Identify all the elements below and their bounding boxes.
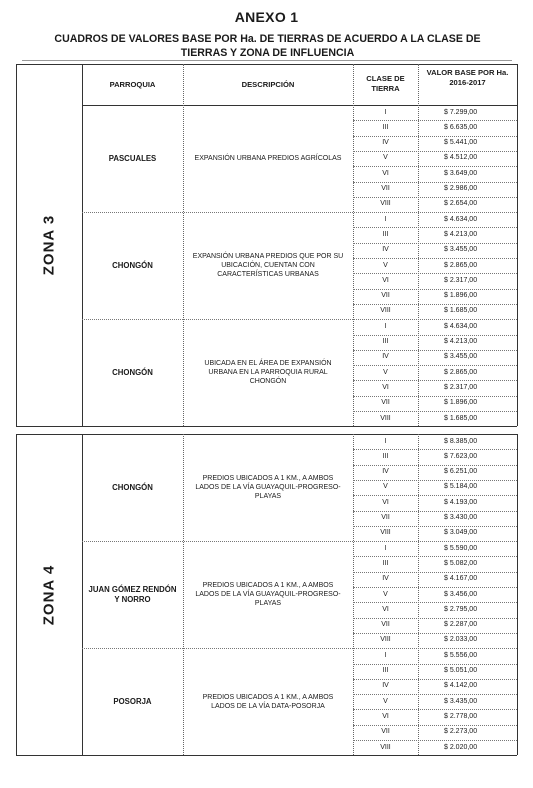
column-divider bbox=[418, 434, 419, 755]
document-title: ANEXO 1 bbox=[234, 9, 299, 25]
clase-cell: I bbox=[384, 544, 387, 552]
valor-cell: $ 2.778,00 bbox=[444, 712, 478, 720]
clase-cell: I bbox=[384, 322, 387, 330]
clase-cell: IV bbox=[382, 139, 389, 147]
clase-cell: VI bbox=[382, 605, 389, 613]
clase-cell: VIII bbox=[380, 414, 391, 422]
valor-cell: $ 2.020,00 bbox=[444, 743, 478, 751]
descripcion-cell: PREDIOS UBICADOS A 1 KM., A AMBOS LADOS DE LA VÍA GUAYAQUIL-PROGRESO-PLAYAS bbox=[195, 475, 341, 501]
clase-cell: I bbox=[384, 215, 387, 223]
valor-cell: $ 1.896,00 bbox=[444, 399, 478, 407]
valor-cell: $ 1.896,00 bbox=[444, 292, 478, 300]
valor-cell: $ 8.385,00 bbox=[444, 437, 478, 445]
clase-cell: VIII bbox=[380, 200, 391, 208]
zone-right-border bbox=[517, 434, 518, 755]
clase-cell: IV bbox=[382, 468, 389, 476]
clase-cell: VII bbox=[381, 185, 390, 192]
document-subtitle: CUADROS DE VALORES BASE POR Ha. DE TIERRAS DE ACUERDO A LA CLASE DE TIERRAS Y ZONA DE INFLUENCIA bbox=[54, 33, 481, 59]
parroquia-cell: PASCUALES bbox=[108, 153, 157, 163]
clase-cell: V bbox=[383, 697, 388, 705]
descripcion-cell: PREDIOS UBICADOS A 1 KM., A AMBOS LADOS DE LA VÍA DATA-POSORJA bbox=[202, 693, 334, 710]
clase-cell: VIII bbox=[380, 529, 391, 537]
descripcion-cell: EXPANSIÓN URBANA PREDIOS QUE POR SU UBICACIÓN, CUENTAN CON CARACTERÍSTICAS URBANAS bbox=[192, 253, 344, 279]
descripcion-cell: UBICADA EN EL ÁREA DE EXPANSIÓN URBANA EN LA PARROQUIA RURAL CHONGÓN bbox=[204, 360, 332, 386]
valor-cell: $ 5.051,00 bbox=[444, 667, 478, 674]
clase-cell: VI bbox=[382, 498, 389, 506]
clase-cell: VI bbox=[382, 383, 389, 391]
zone-right-border bbox=[517, 64, 518, 426]
valor-cell: $ 7.299,00 bbox=[444, 108, 478, 116]
valor-cell: $ 3.456,00 bbox=[444, 590, 478, 598]
valor-cell: $ 7.623,00 bbox=[444, 452, 478, 460]
clase-cell: IV bbox=[382, 575, 389, 583]
valor-cell: $ 1.685,00 bbox=[444, 414, 478, 422]
parroquia-cell: JUAN GÓMEZ RENDÓN Y NORRO bbox=[88, 584, 177, 604]
clase-cell: V bbox=[383, 483, 388, 491]
valor-cell: $ 6.251,00 bbox=[444, 468, 478, 476]
valor-cell: $ 4.512,00 bbox=[444, 154, 478, 162]
column-divider bbox=[183, 64, 184, 426]
zone-label-text: ZONA 4 bbox=[40, 564, 58, 625]
header-parroquia: PARROQUIA bbox=[109, 80, 156, 89]
clase-cell: VI bbox=[382, 169, 389, 177]
clase-cell: VI bbox=[382, 712, 389, 720]
zone-left-border bbox=[16, 64, 17, 426]
zone-column-divider bbox=[82, 64, 83, 426]
clase-cell: III bbox=[382, 338, 389, 345]
clase-cell: VIII bbox=[380, 307, 391, 315]
descripcion-cell: PREDIOS UBICADOS A 1 KM., A AMBOS LADOS DE LA VÍA GUAYAQUIL-PROGRESO-PLAYAS bbox=[195, 582, 341, 608]
valor-cell: $ 3.430,00 bbox=[444, 514, 478, 521]
zone4-top-border bbox=[16, 434, 517, 435]
valor-cell: $ 4.213,00 bbox=[444, 338, 478, 345]
valor-cell: $ 3.455,00 bbox=[444, 246, 478, 254]
clase-cell: VIII bbox=[380, 743, 391, 751]
clase-cell: IV bbox=[382, 353, 389, 361]
parroquia-cell: CHONGÓN bbox=[112, 482, 153, 492]
clase-cell: VIII bbox=[380, 636, 391, 644]
valor-cell: $ 2.865,00 bbox=[444, 261, 478, 269]
clase-cell: III bbox=[382, 452, 389, 460]
zone-label-text: ZONA 3 bbox=[40, 214, 58, 276]
descripcion-cell: EXPANSIÓN URBANA PREDIOS AGRÍCOLAS bbox=[194, 155, 342, 163]
clase-cell: VI bbox=[382, 276, 389, 284]
valor-cell: $ 5.590,00 bbox=[444, 544, 478, 552]
clase-cell: III bbox=[382, 123, 389, 131]
valor-cell: $ 2.654,00 bbox=[444, 200, 478, 208]
clase-cell: III bbox=[382, 230, 389, 238]
valor-cell: $ 2.273,00 bbox=[444, 728, 478, 736]
valor-cell: $ 5.441,00 bbox=[444, 139, 478, 147]
clase-cell: VII bbox=[381, 621, 390, 629]
valor-cell: $ 2.795,00 bbox=[444, 605, 478, 613]
column-divider bbox=[418, 64, 419, 426]
table-top-border bbox=[16, 64, 517, 65]
clase-cell: VII bbox=[381, 292, 390, 300]
valor-cell: $ 6.635,00 bbox=[444, 123, 478, 131]
header-descripcion: DESCRIPCIÓN bbox=[241, 80, 295, 89]
zone-left-border bbox=[16, 434, 17, 755]
clase-cell: IV bbox=[382, 246, 389, 254]
clase-cell: VII bbox=[381, 399, 390, 407]
column-divider bbox=[183, 434, 184, 755]
valor-cell: $ 3.649,00 bbox=[444, 169, 478, 177]
valor-cell: $ 4.634,00 bbox=[444, 322, 478, 330]
clase-cell: IV bbox=[382, 682, 389, 690]
valor-cell: $ 5.082,00 bbox=[444, 559, 478, 567]
clase-cell: V bbox=[383, 368, 388, 376]
clase-cell: III bbox=[382, 559, 389, 567]
zone3-bottom-border bbox=[16, 426, 517, 427]
valor-cell: $ 2.317,00 bbox=[444, 276, 478, 284]
valor-cell: $ 5.556,00 bbox=[444, 651, 478, 659]
valor-cell: $ 3.049,00 bbox=[444, 529, 478, 537]
title-rule bbox=[22, 60, 512, 61]
valor-cell: $ 3.435,00 bbox=[444, 697, 478, 705]
valor-cell: $ 3.455,00 bbox=[444, 353, 478, 361]
valor-cell: $ 4.142,00 bbox=[444, 682, 478, 690]
valor-cell: $ 2.317,00 bbox=[444, 383, 478, 391]
clase-cell: V bbox=[383, 590, 388, 598]
valor-cell: $ 2.033,00 bbox=[444, 636, 478, 644]
clase-cell: I bbox=[384, 437, 387, 445]
clase-cell: V bbox=[383, 261, 388, 269]
zone4-bottom-border bbox=[16, 755, 517, 756]
clase-cell: I bbox=[384, 651, 387, 659]
valor-cell: $ 2.986,00 bbox=[444, 185, 478, 192]
parroquia-cell: POSORJA bbox=[113, 696, 152, 706]
valor-cell: $ 2.865,00 bbox=[444, 368, 478, 376]
clase-cell: V bbox=[383, 154, 388, 162]
valor-cell: $ 2.287,00 bbox=[444, 621, 478, 629]
clase-cell: I bbox=[384, 108, 387, 116]
header-clase: CLASE DE TIERRA bbox=[366, 74, 405, 93]
clase-cell: VII bbox=[381, 514, 390, 521]
parroquia-cell: CHONGÓN bbox=[112, 367, 153, 377]
zone-column-divider bbox=[82, 434, 83, 755]
clase-cell: III bbox=[382, 667, 389, 674]
valor-cell: $ 4.634,00 bbox=[444, 215, 478, 223]
valor-cell: $ 4.213,00 bbox=[444, 230, 478, 238]
valor-cell: $ 4.193,00 bbox=[444, 498, 478, 506]
valor-cell: $ 4.167,00 bbox=[444, 575, 478, 583]
valor-cell: $ 1.685,00 bbox=[444, 307, 478, 315]
parroquia-cell: CHONGÓN bbox=[112, 260, 153, 270]
header-valor: VALOR BASE POR Ha. 2016-2017 bbox=[426, 68, 509, 87]
clase-cell: VII bbox=[381, 728, 390, 736]
valor-cell: $ 5.184,00 bbox=[444, 483, 478, 491]
